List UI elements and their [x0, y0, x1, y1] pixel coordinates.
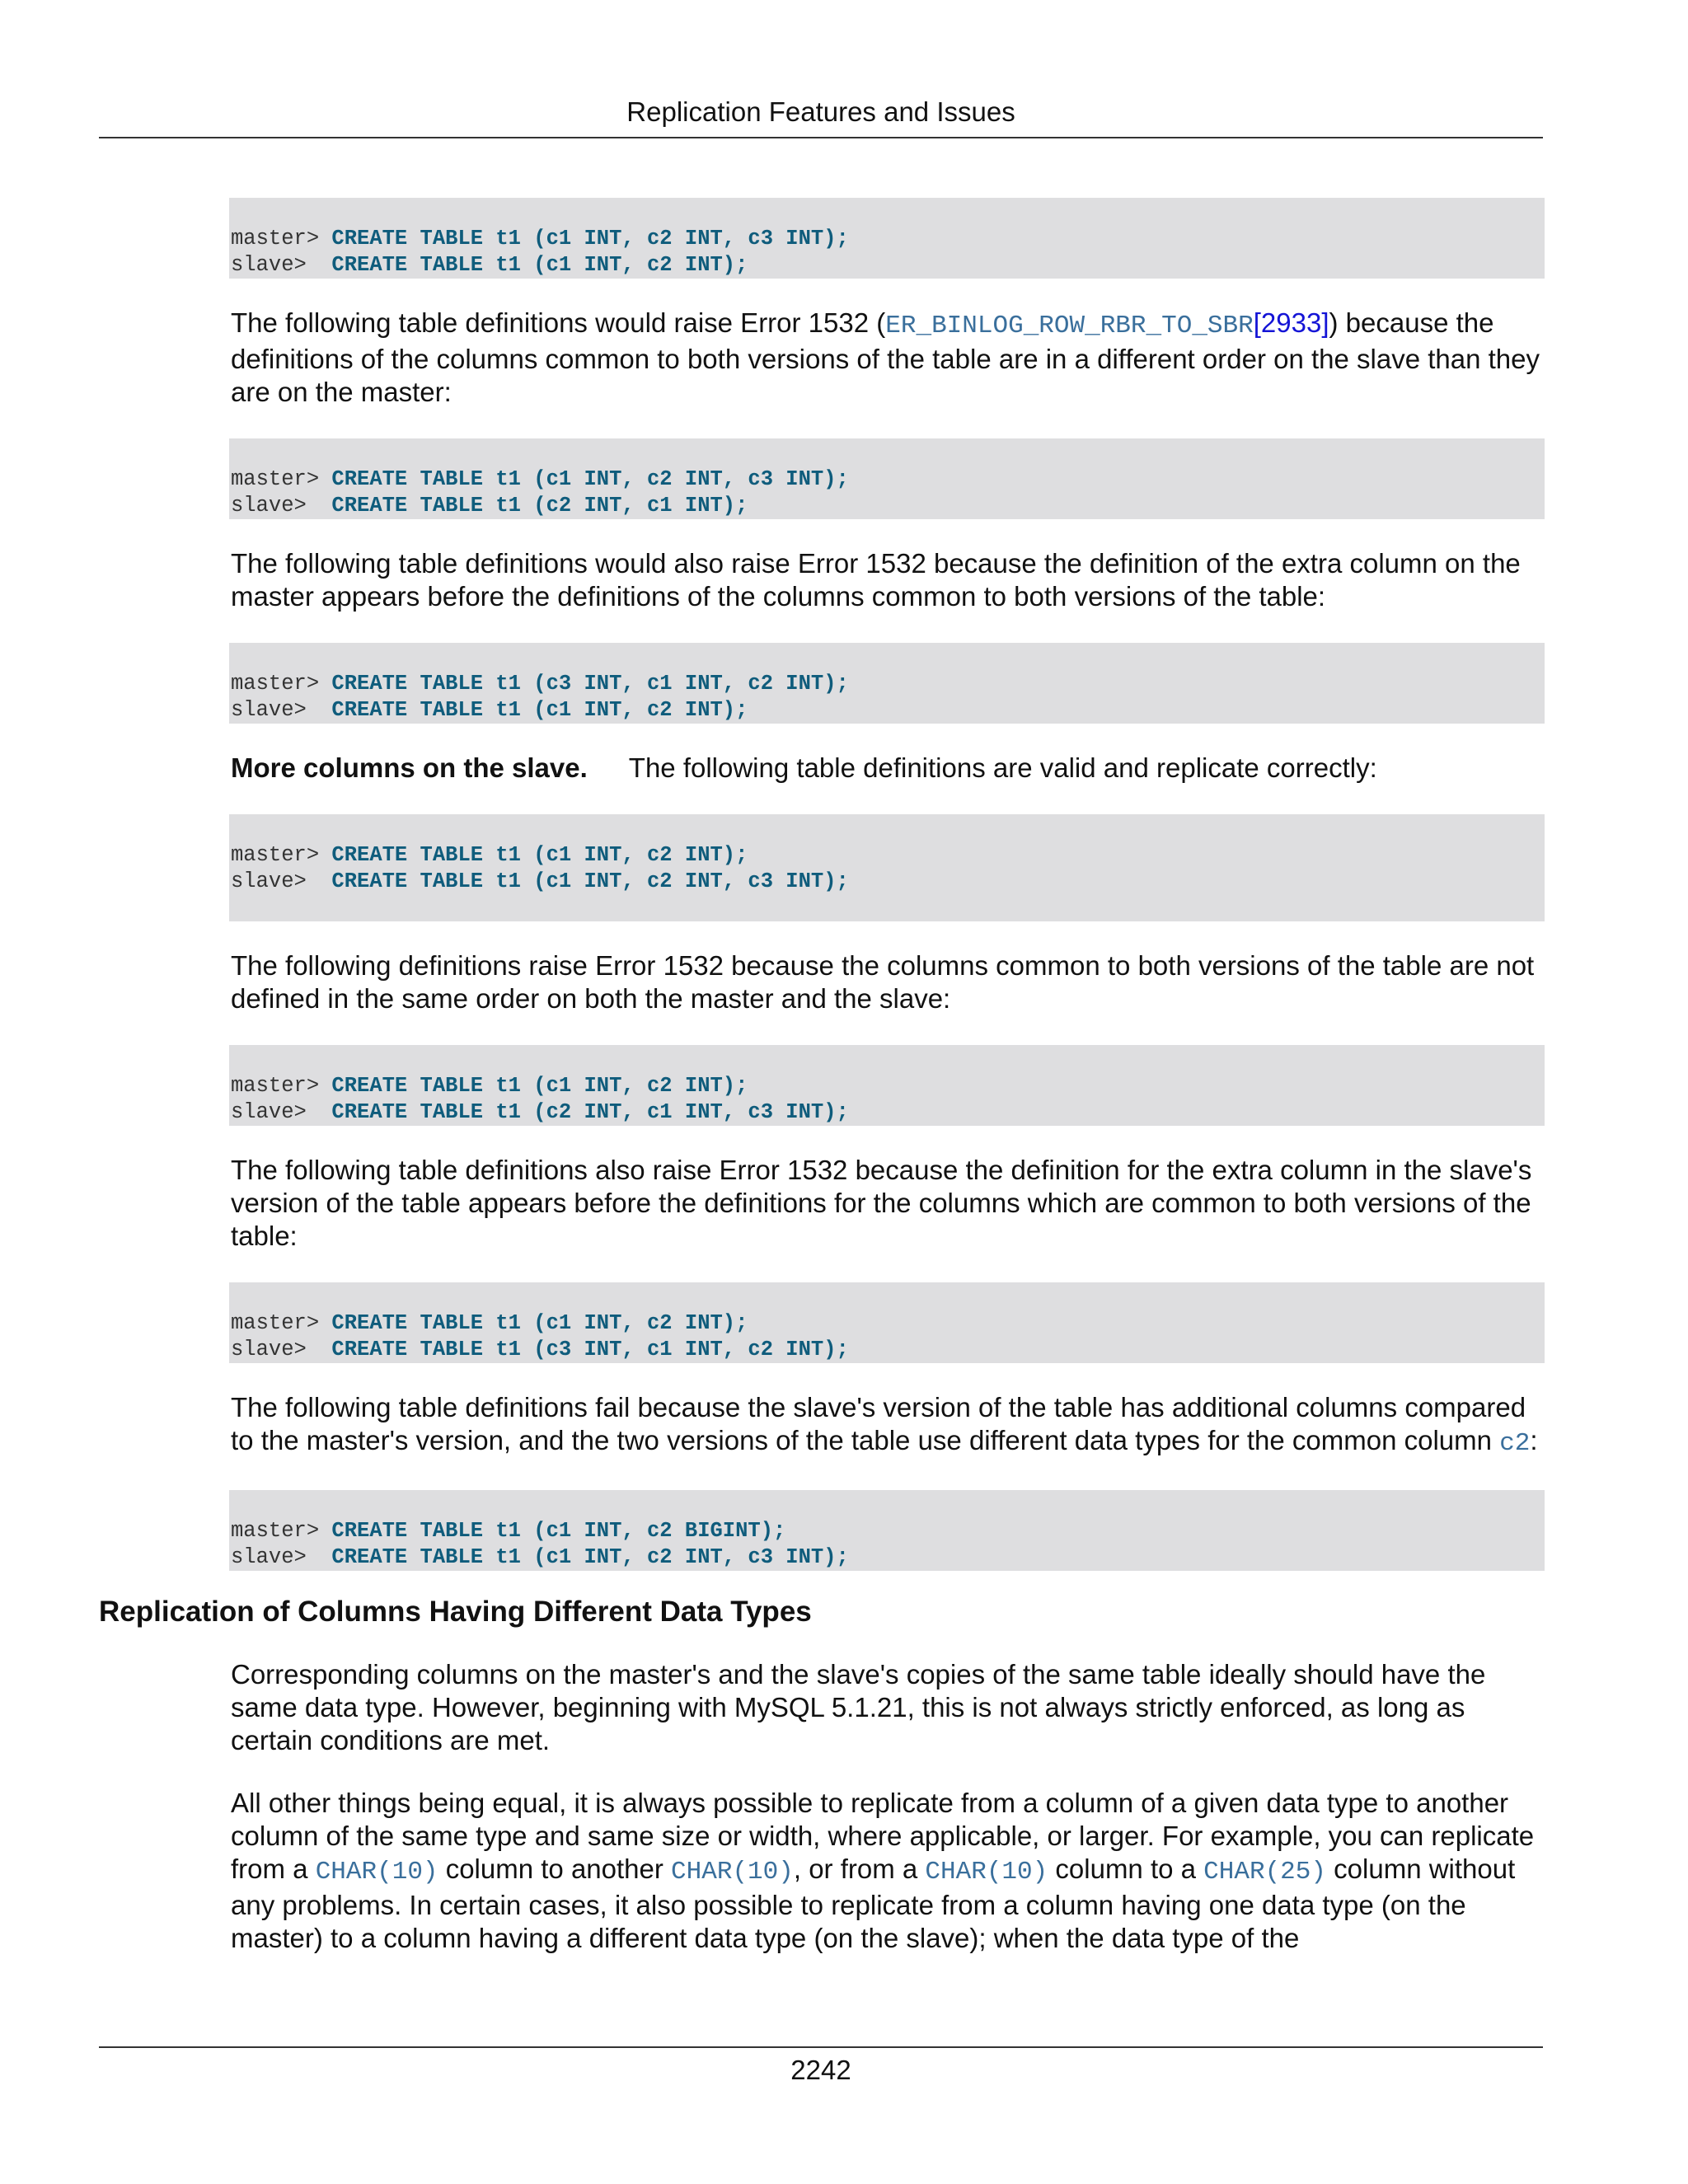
run-in-heading: More columns on the slave. [231, 752, 588, 783]
slave-command: CREATE TABLE t1 (c1 INT, c2 INT, c3 INT); [331, 869, 849, 893]
text-run: ) because the definitions of the columns common to both versions of the table are in a different order on the slave than they are on the master: [231, 307, 1540, 407]
text-run: All other things being equal, it is always possible to replicate from a column of a given data type to another column of the same type and same size or width, where applicable, or larger. For example, you can replicate from a [231, 1788, 1535, 1884]
slave-command: CREATE TABLE t1 (c1 INT, c2 INT); [331, 253, 748, 277]
slave-prompt: slave> [231, 253, 332, 277]
slave-prompt: slave> [231, 1338, 332, 1361]
code-block-6 [229, 1282, 1545, 1363]
master-prompt: master> [231, 672, 332, 696]
text-run: The following table definitions are valid and replicate correctly: [628, 752, 1377, 783]
page-ref-link[interactable]: [2933] [1253, 307, 1329, 338]
inline-code: CHAR(10) [925, 1858, 1048, 1886]
paragraph-common-order: The following definitions raise Error 1532 because the columns common to both versions of the table are not defined in the same order on both the master and the slave: [231, 950, 1535, 1014]
code-block-5 [229, 1045, 1545, 1126]
text-run: : [1530, 1425, 1538, 1455]
error-code: ER_BINLOG_ROW_RBR_TO_SBR [885, 312, 1254, 340]
footer-rule [99, 2046, 1543, 2048]
slave-prompt: slave> [231, 698, 332, 722]
code-block-1 [229, 198, 1545, 279]
slave-command: CREATE TABLE t1 (c2 INT, c1 INT, c3 INT); [331, 1100, 849, 1124]
paragraph-extra-column-slave: The following table definitions also raise Error 1532 because the definition for the extra column in the slave's version of the table appears before the definitions for the columns which are common to both versions of the table: [231, 1155, 1532, 1251]
paragraph-extra-column-master: The following table definitions would also raise Error 1532 because the definition of the extra column on the master appears before the definitions of the columns common to both versions of the table: [231, 548, 1521, 612]
header-rule [99, 137, 1543, 138]
master-command: CREATE TABLE t1 (c1 INT, c2 INT); [331, 843, 748, 867]
slave-prompt: slave> [231, 869, 332, 893]
paragraph-error-1532-order [231, 307, 1543, 409]
master-command: CREATE TABLE t1 (c1 INT, c2 INT); [331, 1311, 748, 1335]
text-run: column to a [1048, 1854, 1204, 1884]
paragraph-corresponding-columns: Corresponding columns on the master's and the slave's copies of the same table ideally should have the same data type. However, beginning with MySQL 5.1.21, this is not always strictly enforced, as long as certain conditions are met. [231, 1659, 1486, 1755]
paragraph-different-types [231, 1391, 1543, 1460]
code-block-4 [229, 814, 1545, 921]
master-prompt: master> [231, 1074, 332, 1098]
slave-command: CREATE TABLE t1 (c3 INT, c1 INT, c2 INT); [331, 1338, 849, 1361]
slave-command: CREATE TABLE t1 (c2 INT, c1 INT); [331, 494, 748, 518]
page-header: Replication Features and Issues [626, 96, 1015, 127]
master-prompt: master> [231, 843, 332, 867]
master-prompt: master> [231, 227, 332, 251]
code-block-2 [229, 438, 1545, 519]
inline-code: CHAR(10) [671, 1858, 794, 1886]
slave-command: CREATE TABLE t1 (c1 INT, c2 INT); [331, 698, 748, 722]
slave-command: CREATE TABLE t1 (c1 INT, c2 INT, c3 INT); [331, 1545, 849, 1569]
slave-prompt: slave> [231, 1545, 332, 1569]
text-run: The following table definitions would raise Error 1532 ( [231, 307, 886, 338]
code-block-3 [229, 643, 1545, 724]
code-block-7 [229, 1490, 1545, 1571]
master-command: CREATE TABLE t1 (c1 INT, c2 BIGINT); [331, 1519, 786, 1543]
inline-code: c2 [1499, 1429, 1531, 1458]
master-prompt: master> [231, 1311, 332, 1335]
slave-prompt: slave> [231, 1100, 332, 1124]
master-command: CREATE TABLE t1 (c3 INT, c1 INT, c2 INT); [331, 672, 849, 696]
text-run: column to another [438, 1854, 672, 1884]
paragraph-more-columns-slave [231, 752, 1543, 785]
page-number: 2242 [790, 2055, 851, 2085]
master-command: CREATE TABLE t1 (c1 INT, c2 INT); [331, 1074, 748, 1098]
inline-code: CHAR(10) [315, 1858, 438, 1886]
text-run: column without any problems. In certain cases, it also possible to replicate from a column having one data type (on the master) to a column having a different data type (on the slave); when the data type of the [231, 1854, 1516, 1953]
section-heading: Replication of Columns Having Different Data Types [99, 1596, 812, 1628]
text-run: The following table definitions fail because the slave's version of the table has additional columns compared to the master's version, and the two versions of the table use different data types for the common column [231, 1392, 1526, 1455]
master-prompt: master> [231, 467, 332, 491]
paragraph-all-other-things [231, 1787, 1543, 1955]
master-prompt: master> [231, 1519, 332, 1543]
master-command: CREATE TABLE t1 (c1 INT, c2 INT, c3 INT); [331, 467, 849, 491]
text-run: , or from a [793, 1854, 926, 1884]
inline-code: CHAR(25) [1203, 1858, 1326, 1886]
document-body [99, 198, 1543, 1985]
master-command: CREATE TABLE t1 (c1 INT, c2 INT, c3 INT); [331, 227, 849, 251]
slave-prompt: slave> [231, 494, 332, 518]
